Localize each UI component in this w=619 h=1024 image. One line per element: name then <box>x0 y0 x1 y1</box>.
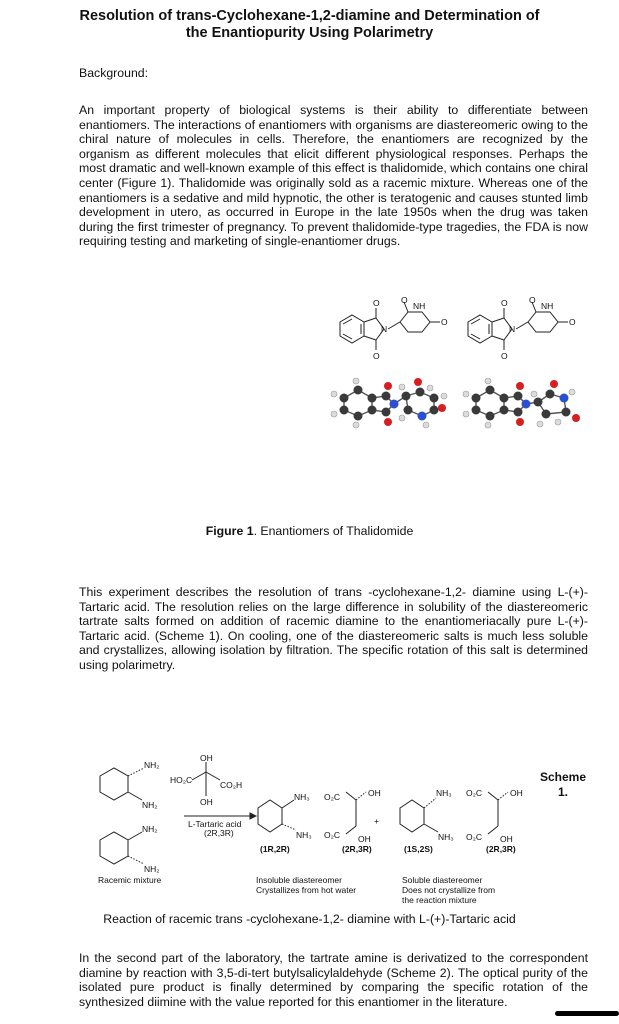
stereo-label-2r3r: (2R,3R) <box>342 844 372 854</box>
oh-label: OH <box>368 788 381 798</box>
stereo-label-1r2r: (1R,2R) <box>260 844 290 854</box>
insoluble-label: Insoluble diastereomer <box>256 875 342 885</box>
co2h-label: CO₂H <box>220 780 243 790</box>
racemic-mixture-label: Racemic mixture <box>98 875 162 885</box>
n-label: N <box>509 324 516 334</box>
ho2c-label: HO₂C <box>170 775 193 785</box>
derivatization-paragraph: In the second part of the laboratory, the tartrate amine is derivatized to the correspondent diamine by reaction with 3,5-di-tert butylsalicylaldehyde (Scheme 2). The optical purity of the isolated pure product is finally determined by comparing the specific rotation of the synthesized diimine with the value reported for this enantiomer in the literature. <box>79 951 588 1009</box>
nh-label: NH <box>413 301 426 311</box>
ball-stick-model-right-atoms <box>463 378 580 428</box>
cyclohexane-ring <box>100 768 128 800</box>
nh-label: NH <box>541 301 554 311</box>
intro-paragraph: An important property of biological systems is their ability to differentiate between enantiomers. The interactions of enantiomers with organisms are diastereomeric owing to the chiral nature of molecules in cells. Therefore, the enantiomers are recognized by the organism as different molecules that elicit different physiological responses. Perhaps the most dramatic and well-known example of this effect is thalidomide, which contains one chiral center (Figure 1). Thalidomide was originally sold as a racemic mixture. Whereas one of the enantiomers is a sedative and mild hypnotic, the other is teratogenic and causes stunted limb development in utero, as occurred in Europe in the late 1950s when the drug was taken during the first trimester of pregnancy. To prevent thalidomide-type tragedies, the FDA is now requiring testing and marketing of single-enantiomer drugs. <box>79 103 588 249</box>
ball-stick-model-left-atoms <box>331 378 447 428</box>
scheme-label-line-1: Scheme <box>539 770 587 784</box>
soluble-note-2: the reaction mixture <box>402 895 477 905</box>
nh3-label: NH₃ <box>294 792 310 802</box>
nh2-label: NH₂ <box>142 824 158 834</box>
page-title <box>40 8 579 42</box>
oh-label: OH <box>500 834 513 844</box>
soluble-label: Soluble diastereomer <box>402 875 483 885</box>
nh2-label: NH₂ <box>144 760 160 770</box>
nh3-label: NH₃ <box>296 830 312 840</box>
background-heading: Background: <box>79 66 149 80</box>
o-label: O <box>501 298 508 308</box>
figure-1-caption <box>0 524 619 538</box>
cyclohexane-ring <box>100 832 128 864</box>
o2c-label: O₂C <box>324 792 341 802</box>
figure-1-caption-text: . Enantiomers of Thalidomide <box>253 524 414 538</box>
oh-label: OH <box>358 834 371 844</box>
o-label: O <box>569 317 576 327</box>
scheme-1-reaction <box>92 752 542 905</box>
title-line-1: Resolution of trans-Cyclohexane-1,2-diamine and Determination of <box>79 8 540 24</box>
o2c-label: O₂C <box>324 830 341 840</box>
scheme-1-caption: Reaction of racemic trans -cyclohexane-1,2- diamine with L-(+)-Tartaric acid <box>103 912 516 926</box>
scheme-1-label <box>535 770 591 800</box>
o-label: O <box>373 298 380 308</box>
o-label: O <box>501 351 508 361</box>
o-label: O <box>441 317 448 327</box>
resolution-paragraph: This experiment describes the resolution of trans -cyclohexane-1,2- diamine using L-(+)-Tartaric acid. The resolution relies on the large difference in solubility of the diastereomeric tartrate salts formed on addition of racemic diamine to the enantiomeriacally pure L-(+)-Tartaric acid. (Scheme 1). On cooling, one of the diastereomeric salts is much less soluble and crystallizes, allowing isolation by filtration. The specific rotation of this salt is determined using polarimetry. <box>79 585 588 672</box>
cyclohexane-ring <box>258 800 282 832</box>
stereo-label-1s2s: (1S,2S) <box>404 844 433 854</box>
nh2-label: NH₂ <box>144 864 160 874</box>
scroll-indicator[interactable] <box>555 1011 619 1016</box>
title-line-2: the Enantiopurity Using Polarimetry <box>185 25 434 41</box>
oh-label: OH <box>200 797 213 807</box>
reagent-name: L-Tartaric acid <box>188 819 242 829</box>
soluble-note-1: Does not crystallize from <box>402 885 496 895</box>
thalidomide-figure <box>330 295 580 428</box>
o-label: O <box>373 351 380 361</box>
n-label: N <box>381 324 388 334</box>
o2c-label: O₂C <box>466 832 483 842</box>
plus-sign: + <box>374 816 379 826</box>
cyclohexane-ring <box>400 800 424 832</box>
oh-label: OH <box>200 753 213 763</box>
stereo-label-2r3r: (2R,3R) <box>486 844 516 854</box>
o2c-label: O₂C <box>466 788 483 798</box>
nh3-label: NH₃ <box>438 832 454 842</box>
insoluble-note: Crystallizes from hot water <box>256 885 357 895</box>
scheme-label-line-2: 1. <box>557 785 568 799</box>
figure-1-label: Figure 1 <box>205 524 254 538</box>
reagent-stereo: (2R,3R) <box>204 828 234 838</box>
o-label: O <box>401 295 408 305</box>
oh-label: OH <box>510 788 523 798</box>
nh3-label: NH₃ <box>436 788 452 798</box>
o-label: O <box>529 295 536 305</box>
nh2-label: NH₂ <box>142 800 158 810</box>
